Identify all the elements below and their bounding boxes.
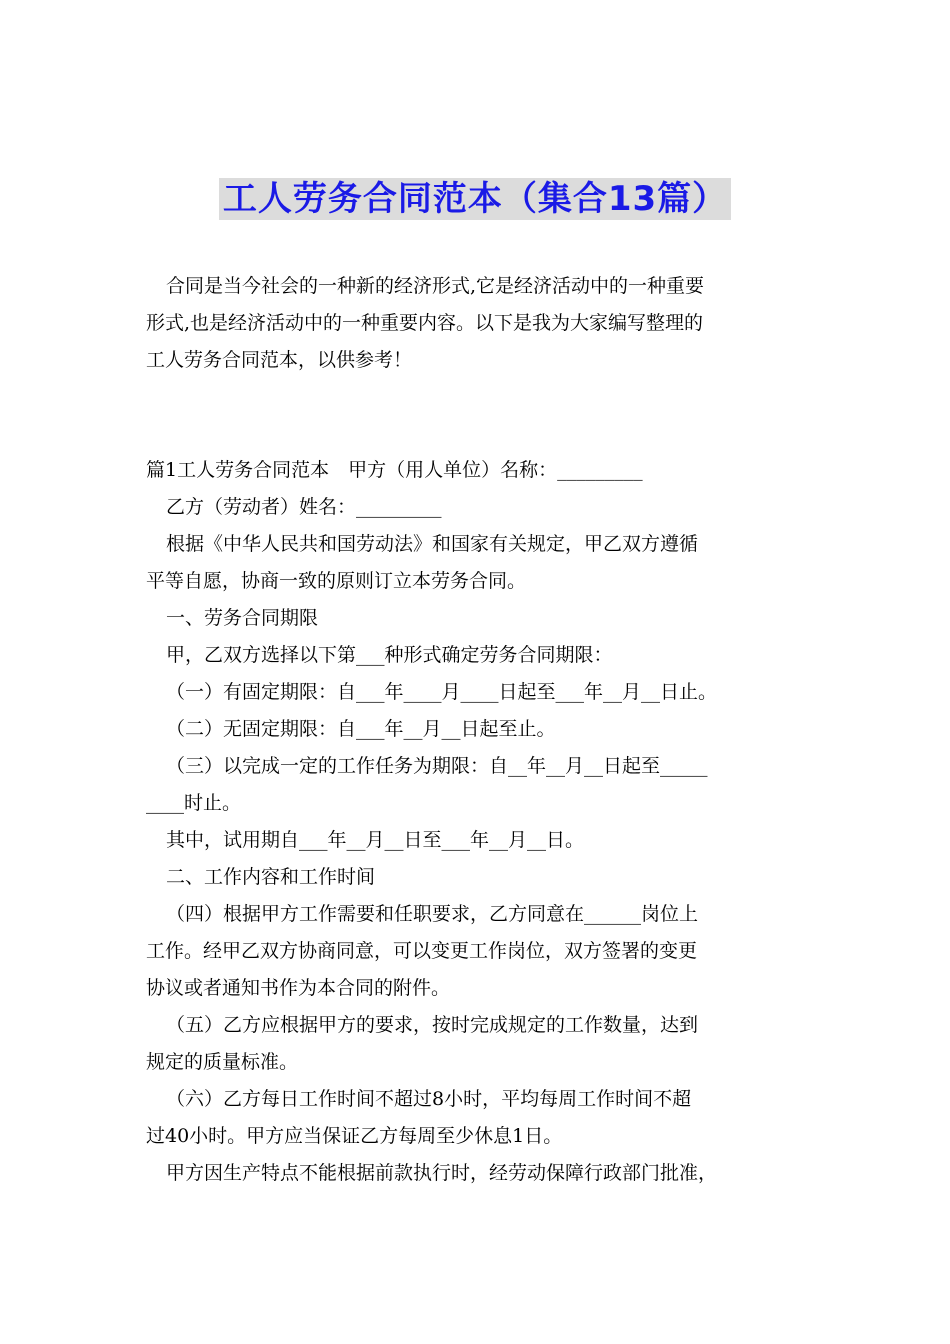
intro-line: 合同是当今社会的一种新的经济形式,它是经济活动中的一种重要	[166, 275, 705, 297]
contract-body	[146, 452, 810, 1192]
contract-line: 规定的质量标准。	[146, 1051, 299, 1073]
contract-line: 篇1工人劳务合同范本 甲方（用人单位）名称：_________	[146, 459, 643, 481]
contract-line: （五）乙方应根据甲方的要求，按时完成规定的工作数量，达到	[166, 1014, 699, 1036]
contract-line: 其中，试用期自___年__月__日至___年__月__日。	[166, 829, 585, 851]
title-container	[0, 178, 950, 220]
contract-line: 乙方（劳动者）姓名：_________	[166, 496, 442, 518]
contract-line: 二、工作内容和工作时间	[166, 866, 376, 888]
contract-line: （一）有固定期限：自___年____月____日起至___年__月__日止。	[166, 681, 718, 703]
contract-line: 一、劳务合同期限	[166, 607, 319, 629]
contract-line: ____时止。	[146, 792, 242, 814]
contract-line: 平等自愿，协商一致的原则订立本劳务合同。	[146, 570, 527, 592]
intro-line: 工人劳务合同范本，以供参考！	[146, 349, 413, 371]
contract-line: 工作。经甲乙双方协商同意，可以变更工作岗位，双方签署的变更	[146, 940, 698, 962]
contract-line: 甲，乙双方选择以下第___种形式确定劳务合同期限：	[166, 644, 613, 666]
contract-line: 协议或者通知书作为本合同的附件。	[146, 977, 451, 999]
contract-line: （六）乙方每日工作时间不超过8小时，平均每周工作时间不超	[166, 1088, 692, 1110]
contract-line: （四）根据甲方工作需要和任职要求，乙方同意在______岗位上	[166, 903, 699, 925]
contract-line: （三）以完成一定的工作任务为期限：自__年__月__日起至_____	[166, 755, 708, 777]
intro-line: 形式,也是经济活动中的一种重要内容。以下是我为大家编写整理的	[146, 312, 704, 334]
contract-line: 甲方因生产特点不能根据前款执行时，经劳动保障行政部门批准，	[166, 1162, 718, 1184]
intro-paragraph	[146, 268, 810, 379]
document-title: 工人劳务合同范本（集合13篇）	[219, 178, 731, 220]
contract-line: 过40小时。甲方应当保证乙方每周至少休息1日。	[146, 1125, 563, 1147]
contract-line: 根据《中华人民共和国劳动法》和国家有关规定，甲乙双方遵循	[166, 533, 699, 555]
contract-line: （二）无固定期限：自___年__月__日起至止。	[166, 718, 556, 740]
